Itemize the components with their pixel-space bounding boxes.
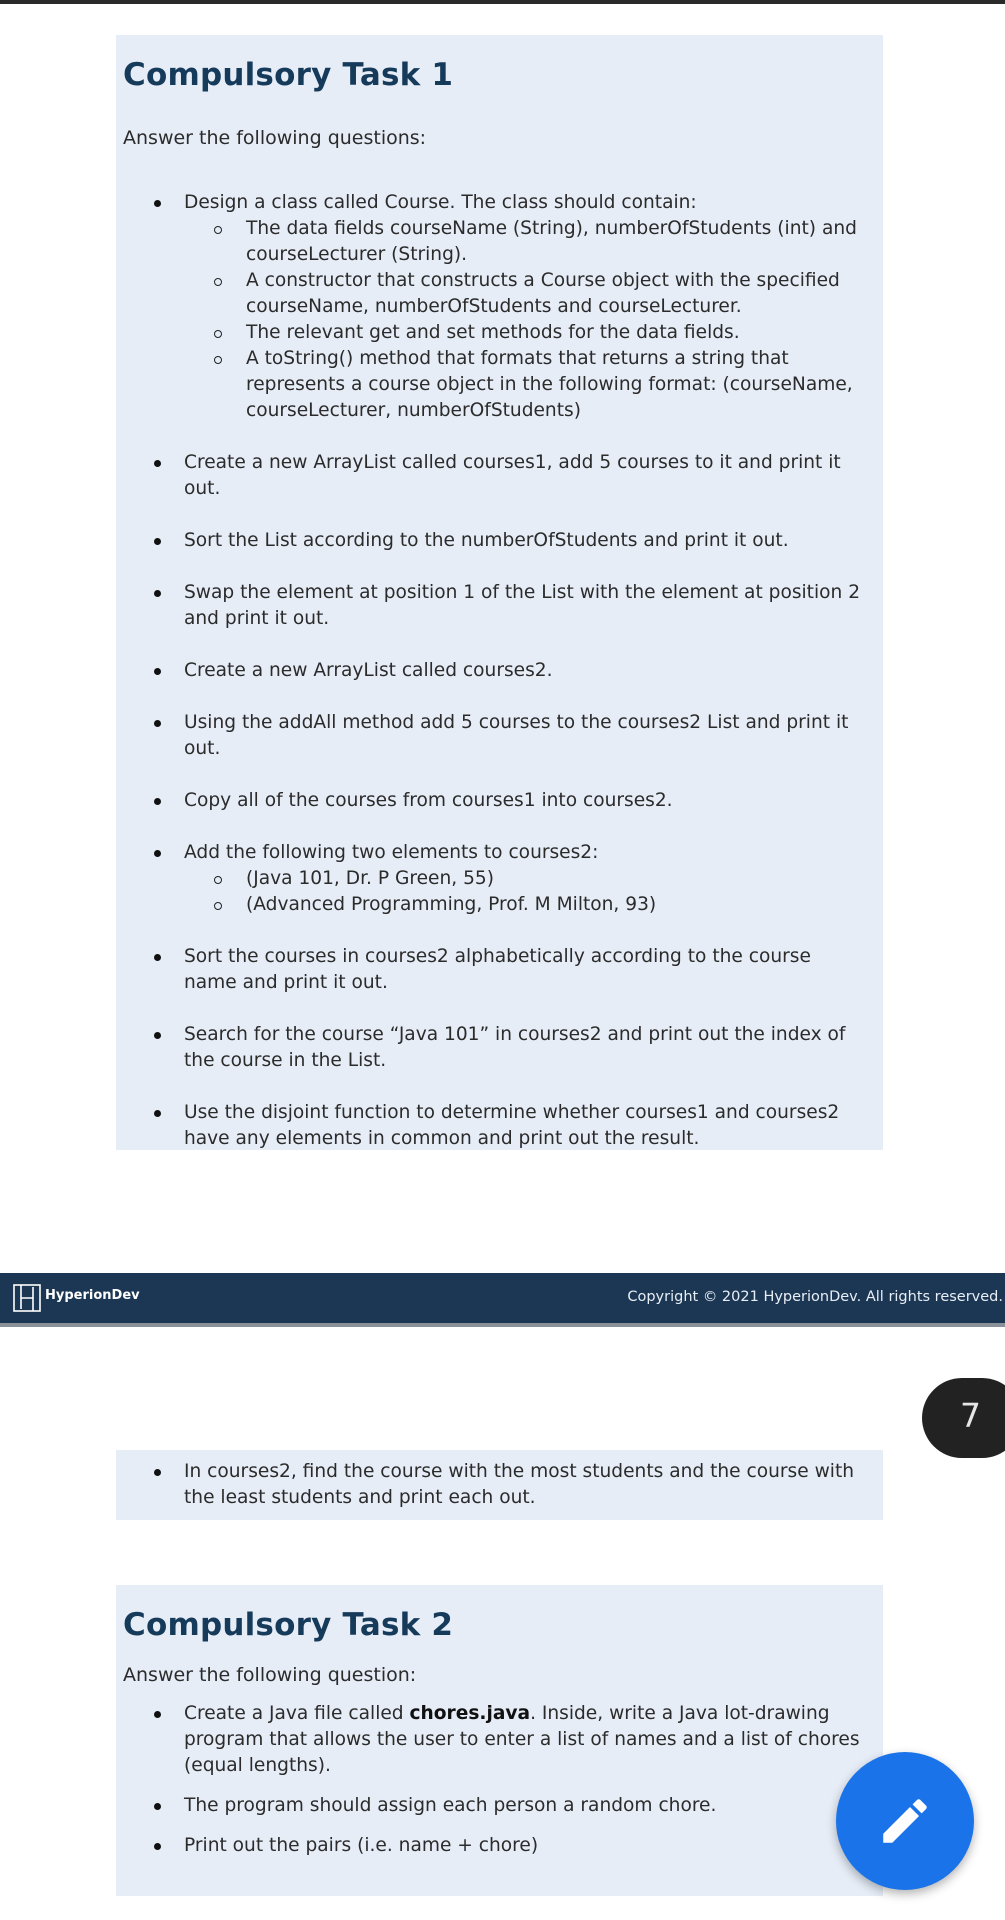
sub-list-item: (Advanced Programming, Prof. M Milton, 93) — [184, 892, 867, 918]
sub-list — [184, 216, 867, 424]
page-number-badge — [922, 1378, 1005, 1458]
sub-list — [184, 866, 867, 918]
list-item: The program should assign each person a random chore. — [116, 1793, 883, 1819]
bullet-text: Design a class called Course. The class should contain: — [184, 192, 697, 213]
footer-copyright: Copyright © 2021 HyperionDev. All rights reserved. — [627, 1289, 1003, 1305]
top-divider — [0, 0, 1005, 4]
list-item: Create a new ArrayList called courses1, add 5 courses to it and print it out. — [116, 450, 883, 502]
task2-card — [116, 1585, 883, 1896]
list-item: Sort the courses in courses2 alphabetically according to the course name and print it out. — [116, 944, 883, 996]
bullet-text-end: . Inside, write a Java lot-drawing program that allows the user to enter a list of names and a list of chores (equal lengths). — [184, 1703, 860, 1776]
list-item: Using the addAll method add 5 courses to the courses2 List and print it out. — [116, 710, 883, 762]
list-item: Search for the course “Java 101” in courses2 and print out the index of the course in the List. — [116, 1022, 883, 1074]
list-item: Use the disjoint function to determine whether courses1 and courses2 have any elements in common and print out the result. — [116, 1100, 883, 1152]
list-item — [116, 840, 883, 918]
sub-list-item: The relevant get and set methods for the data fields. — [184, 320, 867, 346]
task2-intro: Answer the following question: — [123, 1664, 417, 1686]
task1-bullet-list — [116, 190, 883, 1178]
list-item: Sort the List according to the numberOfStudents and print it out. — [116, 528, 883, 554]
hyperiondev-logo-icon — [12, 1283, 42, 1313]
task1-title: Compulsory Task 1 — [123, 57, 454, 93]
list-item: Swap the element at position 1 of the List with the element at position 2 and print it out. — [116, 580, 883, 632]
sub-list-item: A constructor that constructs a Course object with the specified courseName, numberOfStudents and courseLecturer. — [184, 268, 867, 320]
list-item: Create a new ArrayList called courses2. — [116, 658, 883, 684]
list-item — [116, 1701, 883, 1779]
task1-continued-card — [116, 1450, 883, 1520]
continued-bullet-list — [116, 1459, 883, 1511]
filename-text: chores.java — [409, 1703, 531, 1724]
bullet-text: Add the following two elements to courses2: — [184, 842, 599, 863]
list-item: Copy all of the courses from courses1 into courses2. — [116, 788, 883, 814]
pencil-icon — [876, 1792, 934, 1850]
task1-intro: Answer the following questions: — [123, 127, 427, 149]
list-item: In courses2, find the course with the most students and the course with the least students and print each out. — [116, 1459, 883, 1511]
sub-list-item: (Java 101, Dr. P Green, 55) — [184, 866, 867, 892]
list-item: Print out the pairs (i.e. name + chore) — [116, 1833, 883, 1859]
edit-fab-button[interactable] — [836, 1752, 974, 1890]
page-number: 7 — [960, 1396, 981, 1435]
task2-title: Compulsory Task 2 — [123, 1607, 454, 1643]
footer-brand: HyperionDev — [45, 1288, 140, 1303]
task2-bullet-list — [116, 1701, 883, 1873]
page-footer — [0, 1273, 1005, 1327]
sub-list-item: The data fields courseName (String), numberOfStudents (int) and courseLecturer (String). — [184, 216, 867, 268]
task1-card — [116, 35, 883, 1150]
list-item — [116, 190, 883, 424]
sub-list-item: A toString() method that formats that returns a string that represents a course object in the following format: (courseName, courseLecturer, numberOfStudents) — [184, 346, 867, 424]
bullet-text-start: Create a Java file called — [184, 1703, 410, 1724]
